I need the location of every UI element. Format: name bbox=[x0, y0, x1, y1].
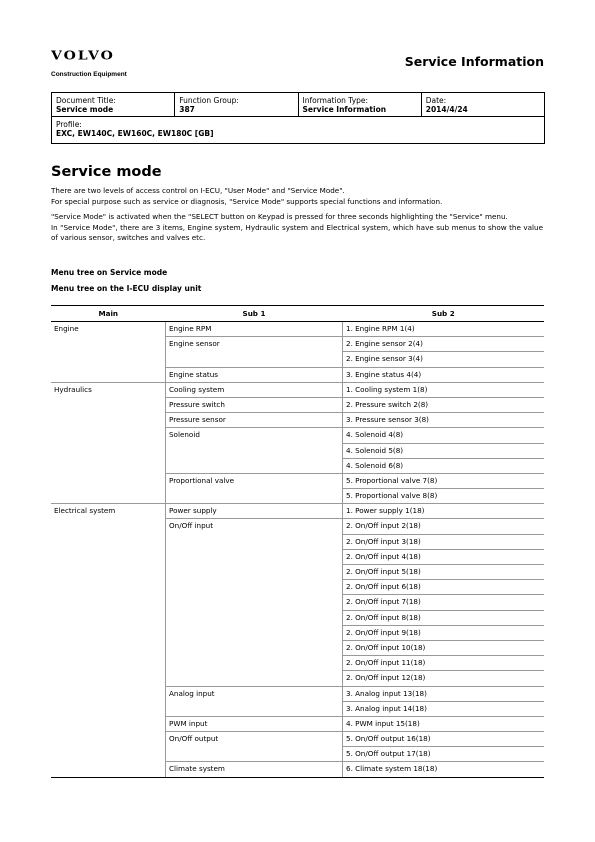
table-row bbox=[51, 565, 544, 580]
table-row bbox=[51, 413, 544, 428]
main-cell bbox=[51, 701, 166, 716]
table-row bbox=[51, 428, 544, 443]
logo-subtitle: Construction Equipment bbox=[51, 71, 127, 78]
info-type-label: Information Type: bbox=[302, 96, 369, 105]
main-cell bbox=[51, 443, 166, 458]
sub2-cell: 3. Analog input 13(18) bbox=[343, 686, 545, 701]
sub2-cell: 2. On/Off input 11(18) bbox=[343, 656, 545, 671]
main-cell bbox=[51, 519, 166, 534]
sub1-cell bbox=[166, 580, 343, 595]
main-cell bbox=[51, 732, 166, 747]
table-row bbox=[51, 519, 544, 534]
sub2-cell: 2. On/Off input 3(18) bbox=[343, 534, 545, 549]
sub1-cell bbox=[166, 671, 343, 686]
info-type-value: Service Information bbox=[302, 105, 387, 114]
sub2-cell: 4. Solenoid 6(8) bbox=[343, 458, 545, 473]
table-row bbox=[51, 397, 544, 412]
main-cell bbox=[51, 458, 166, 473]
sub2-cell: 3. Engine status 4(4) bbox=[343, 367, 545, 382]
table-row bbox=[51, 489, 544, 504]
table-row bbox=[51, 534, 544, 549]
sub2-cell: 1. Engine RPM 1(4) bbox=[343, 322, 545, 337]
doc-title-value: Service mode bbox=[56, 105, 114, 114]
table-row bbox=[51, 352, 544, 367]
main-cell bbox=[51, 337, 166, 352]
main-cell bbox=[51, 747, 166, 762]
main-cell bbox=[51, 686, 166, 701]
document-info-box bbox=[51, 92, 545, 144]
table-row bbox=[51, 610, 544, 625]
paragraph-activation: "Service Mode" is activated when the "SELECT button on Keypad is pressed for three seconds highlighting the "Service" menu. bbox=[51, 212, 508, 221]
date-value: 2014/4/24 bbox=[425, 105, 468, 114]
sub2-cell: 5. On/Off output 17(18) bbox=[343, 747, 545, 762]
table-row bbox=[51, 382, 544, 397]
header-sub1: Sub 1 bbox=[166, 306, 343, 322]
info-row bbox=[52, 93, 544, 117]
main-cell bbox=[51, 549, 166, 564]
main-cell bbox=[51, 580, 166, 595]
table-row bbox=[51, 595, 544, 610]
main-cell: Hydraulics bbox=[51, 382, 166, 397]
main-cell bbox=[51, 671, 166, 686]
sub1-cell: Pressure switch bbox=[166, 397, 343, 412]
sub2-cell: 2. Engine sensor 3(4) bbox=[343, 352, 545, 367]
table-row bbox=[51, 625, 544, 640]
sub1-cell bbox=[166, 625, 343, 640]
table-row bbox=[51, 747, 544, 762]
page-title: Service mode bbox=[51, 164, 162, 180]
sub2-cell: 2. On/Off input 6(18) bbox=[343, 580, 545, 595]
sub1-cell: Solenoid bbox=[166, 428, 343, 443]
main-cell bbox=[51, 352, 166, 367]
main-cell: Electrical system bbox=[51, 504, 166, 519]
sub2-cell: 2. On/Off input 12(18) bbox=[343, 671, 545, 686]
info-type-cell bbox=[299, 93, 422, 116]
sub2-cell: 5. On/Off output 16(18) bbox=[343, 732, 545, 747]
sub2-cell: 2. On/Off input 4(18) bbox=[343, 549, 545, 564]
sub2-cell: 1. Cooling system 1(8) bbox=[343, 382, 545, 397]
menu-tree-subheading: Menu tree on the I-ECU display unit bbox=[51, 284, 202, 293]
profile-cell bbox=[52, 117, 544, 143]
main-cell bbox=[51, 610, 166, 625]
doc-title-cell bbox=[52, 93, 175, 116]
doc-title-label: Document Title: bbox=[56, 96, 116, 105]
sub2-cell: 2. On/Off input 7(18) bbox=[343, 595, 545, 610]
main-cell bbox=[51, 534, 166, 549]
table-row bbox=[51, 443, 544, 458]
table-row bbox=[51, 716, 544, 731]
sub2-cell: 4. PWM input 15(18) bbox=[343, 716, 545, 731]
sub1-cell bbox=[166, 595, 343, 610]
header-sub2: Sub 2 bbox=[343, 306, 545, 322]
sub1-cell bbox=[166, 352, 343, 367]
volvo-logo bbox=[51, 50, 127, 78]
sub1-cell bbox=[166, 565, 343, 580]
main-cell bbox=[51, 413, 166, 428]
sub1-cell bbox=[166, 640, 343, 655]
date-label: Date: bbox=[425, 96, 447, 105]
logo-wordmark: VOLVO bbox=[51, 49, 115, 63]
function-group-value: 387 bbox=[179, 105, 195, 114]
table-row bbox=[51, 549, 544, 564]
sub2-cell: 3. Analog input 14(18) bbox=[343, 701, 545, 716]
main-cell bbox=[51, 473, 166, 488]
sub1-cell: Engine RPM bbox=[166, 322, 343, 337]
table-row bbox=[51, 458, 544, 473]
table-row bbox=[51, 504, 544, 519]
main-cell bbox=[51, 367, 166, 382]
table-row bbox=[51, 337, 544, 352]
table-row bbox=[51, 732, 544, 747]
main-cell bbox=[51, 595, 166, 610]
sub1-cell: Analog input bbox=[166, 686, 343, 701]
sub1-cell: Pressure sensor bbox=[166, 413, 343, 428]
sub1-cell: Climate system bbox=[166, 762, 343, 777]
table-row bbox=[51, 322, 544, 337]
sub2-cell: 6. Climate system 18(18) bbox=[343, 762, 545, 777]
sub1-cell bbox=[166, 443, 343, 458]
table-row bbox=[51, 473, 544, 488]
sub2-cell: 2. Pressure switch 2(8) bbox=[343, 397, 545, 412]
sub2-cell: 2. On/Off input 10(18) bbox=[343, 640, 545, 655]
sub2-cell: 2. On/Off input 8(18) bbox=[343, 610, 545, 625]
sub1-cell: On/Off input bbox=[166, 519, 343, 534]
table-row bbox=[51, 656, 544, 671]
table-row bbox=[51, 686, 544, 701]
table-row bbox=[51, 367, 544, 382]
main-cell bbox=[51, 656, 166, 671]
sub1-cell: Engine status bbox=[166, 367, 343, 382]
main-cell bbox=[51, 565, 166, 580]
sub1-cell: Cooling system bbox=[166, 382, 343, 397]
table-row bbox=[51, 640, 544, 655]
sub1-cell: Proportional valve bbox=[166, 473, 343, 488]
sub1-cell bbox=[166, 701, 343, 716]
profile-value: EXC, EW140C, EW160C, EW180C [GB] bbox=[56, 129, 214, 138]
paragraph-special-purpose: For special purpose such as service or diagnosis, "Service Mode" supports special functions and information. bbox=[51, 196, 443, 206]
sub2-cell: 3. Pressure sensor 3(8) bbox=[343, 413, 545, 428]
main-cell: Engine bbox=[51, 322, 166, 337]
sub1-cell bbox=[166, 534, 343, 549]
sub2-cell: 4. Solenoid 5(8) bbox=[343, 443, 545, 458]
sub2-cell: 5. Proportional valve 8(8) bbox=[343, 489, 545, 504]
table-row bbox=[51, 701, 544, 716]
paragraph-access-levels: There are two levels of access control on I-ECU, "User Mode" and "Service Mode". bbox=[51, 186, 345, 195]
header-main: Main bbox=[51, 306, 166, 322]
sub1-cell bbox=[166, 489, 343, 504]
main-cell bbox=[51, 640, 166, 655]
sub2-cell: 1. Power supply 1(18) bbox=[343, 504, 545, 519]
main-cell bbox=[51, 428, 166, 443]
paragraph-items: In "Service Mode", there are 3 items, Engine system, Hydraulic system and Electrical system, which have sub menus to show the value of various sensor, switches and valves etc. bbox=[51, 222, 543, 242]
sub2-cell: 2. Engine sensor 2(4) bbox=[343, 337, 545, 352]
table-row bbox=[51, 580, 544, 595]
function-group-label: Function Group: bbox=[179, 96, 239, 105]
sub1-cell bbox=[166, 747, 343, 762]
main-cell bbox=[51, 716, 166, 731]
main-cell bbox=[51, 625, 166, 640]
sub1-cell: Power supply bbox=[166, 504, 343, 519]
table-row bbox=[51, 671, 544, 686]
sub2-cell: 2. On/Off input 5(18) bbox=[343, 565, 545, 580]
main-cell bbox=[51, 489, 166, 504]
sub2-cell: 2. On/Off input 2(18) bbox=[343, 519, 545, 534]
intro-paragraph bbox=[51, 186, 543, 207]
activation-paragraph bbox=[51, 212, 543, 244]
sub1-cell bbox=[166, 610, 343, 625]
table-header-row bbox=[51, 306, 544, 322]
function-group-cell bbox=[175, 93, 298, 116]
sub2-cell: 2. On/Off input 9(18) bbox=[343, 625, 545, 640]
menu-tree-heading: Menu tree on Service mode bbox=[51, 268, 168, 277]
table-row bbox=[51, 762, 544, 777]
date-cell bbox=[422, 93, 544, 116]
service-information-heading: Service Information bbox=[404, 54, 544, 69]
sub1-cell bbox=[166, 549, 343, 564]
main-cell bbox=[51, 397, 166, 412]
main-cell bbox=[51, 762, 166, 777]
menu-tree-body bbox=[51, 322, 544, 778]
sub1-cell: PWM input bbox=[166, 716, 343, 731]
sub1-cell bbox=[166, 656, 343, 671]
sub1-cell bbox=[166, 458, 343, 473]
profile-label: Profile: bbox=[56, 120, 82, 129]
sub2-cell: 4. Solenoid 4(8) bbox=[343, 428, 545, 443]
menu-tree-table bbox=[51, 305, 544, 778]
sub1-cell: On/Off output bbox=[166, 732, 343, 747]
sub2-cell: 5. Proportional valve 7(8) bbox=[343, 473, 545, 488]
sub1-cell: Engine sensor bbox=[166, 337, 343, 352]
